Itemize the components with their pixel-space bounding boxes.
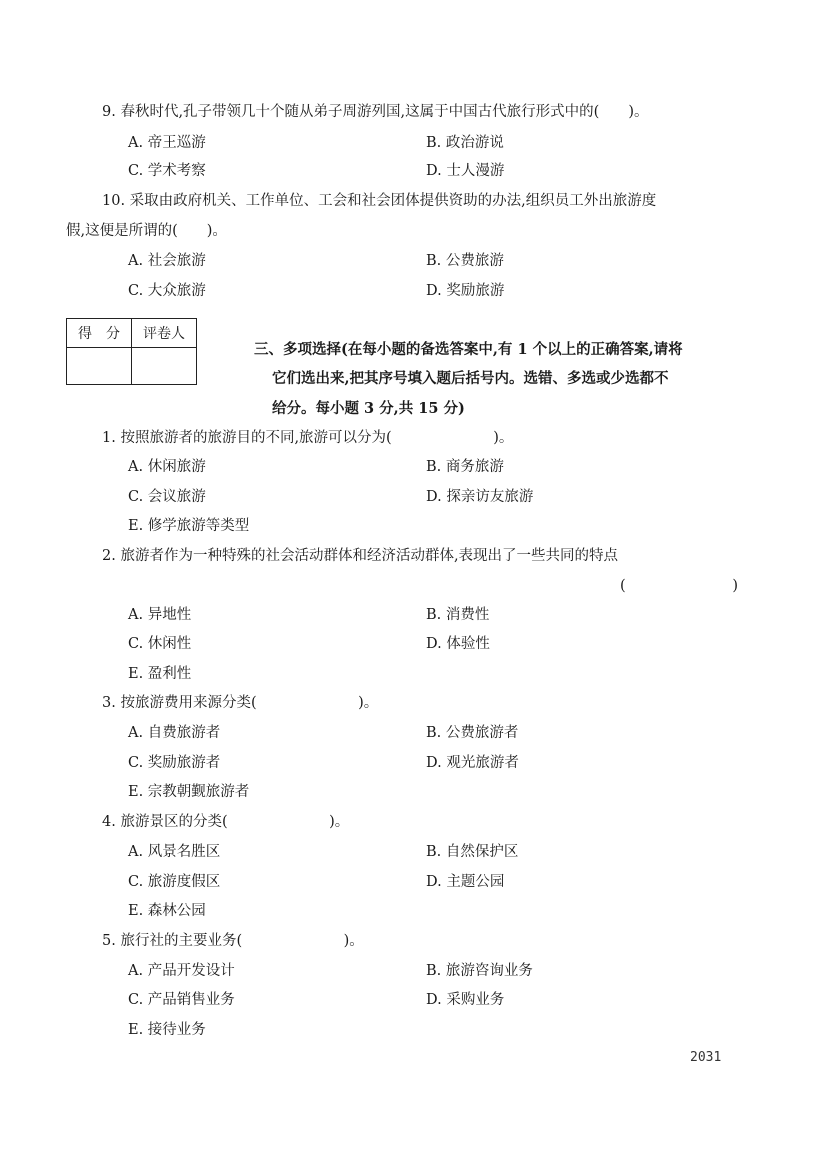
mc-4-option-a: A. 风景名胜区 — [128, 844, 221, 860]
mc-4-stem: 4. 旅游景区的分类( )。 — [102, 814, 350, 830]
mc-3-option-d: D. 观光旅游者 — [426, 755, 519, 771]
grader-cell — [132, 348, 197, 385]
mc-5-stem: 5. 旅行社的主要业务( )。 — [102, 933, 364, 949]
mc-1-option-c: C. 会议旅游 — [128, 489, 206, 505]
grader-header: 评卷人 — [132, 319, 197, 348]
question-9-option-a: A. 帝王巡游 — [128, 135, 206, 151]
mc-3-option-c: C. 奖励旅游者 — [128, 755, 221, 771]
mc-1-option-e: E. 修学旅游等类型 — [128, 518, 250, 534]
mc-2-paren-open: ( — [620, 578, 626, 594]
mc-5-option-b: B. 旅游咨询业务 — [426, 963, 533, 979]
mc-2-option-d: D. 体验性 — [426, 636, 490, 652]
mc-4-option-c: C. 旅游度假区 — [128, 874, 221, 890]
mc-1-option-d: D. 探亲访友旅游 — [426, 489, 534, 505]
mc-5-option-d: D. 采购业务 — [426, 992, 505, 1008]
question-10-stem-line1: 10. 采取由政府机关、工作单位、工会和社会团体提供资助的办法,组织员工外出旅游度 — [102, 193, 657, 209]
question-9-option-c: C. 学术考察 — [128, 163, 206, 179]
section-3-title-line3: 给分。每小题 3 分,共 15 分) — [272, 400, 465, 417]
mc-2-stem: 2. 旅游者作为一种特殊的社会活动群体和经济活动群体,表现出了一些共同的特点 — [102, 548, 619, 564]
question-10-option-c: C. 大众旅游 — [128, 283, 206, 299]
mc-2-option-b: B. 消费性 — [426, 607, 490, 623]
mc-5-option-e: E. 接待业务 — [128, 1022, 206, 1038]
mc-1-option-a: A. 休闲旅游 — [128, 459, 206, 475]
mc-2-option-e: E. 盈利性 — [128, 666, 192, 682]
mc-3-option-a: A. 自费旅游者 — [128, 725, 221, 741]
mc-3-option-e: E. 宗教朝觐旅游者 — [128, 784, 250, 800]
score-table — [66, 318, 197, 385]
mc-3-stem: 3. 按旅游费用来源分类( )。 — [102, 695, 379, 711]
page-number: 2031 — [690, 1050, 722, 1065]
question-10-stem-line2: 假,这便是所谓的( )。 — [66, 223, 227, 239]
question-10-option-b: B. 公费旅游 — [426, 253, 504, 269]
mc-4-option-d: D. 主题公园 — [426, 874, 505, 890]
mc-2-option-a: A. 异地性 — [128, 607, 192, 623]
mc-2-paren-close: ) — [732, 578, 738, 594]
mc-1-stem: 1. 按照旅游者的旅游目的不同,旅游可以分为( )。 — [102, 430, 514, 446]
question-10-option-d: D. 奖励旅游 — [426, 283, 505, 299]
mc-5-option-c: C. 产品销售业务 — [128, 992, 235, 1008]
question-9-option-d: D. 士人漫游 — [426, 163, 505, 179]
question-9-option-b: B. 政治游说 — [426, 135, 504, 151]
question-10-option-a: A. 社会旅游 — [128, 253, 206, 269]
mc-5-option-a: A. 产品开发设计 — [128, 963, 235, 979]
mc-4-option-b: B. 自然保护区 — [426, 844, 519, 860]
section-3-title-line2: 它们选出来,把其序号填入题后括号内。选错、多选或少选都不 — [272, 370, 669, 387]
mc-1-option-b: B. 商务旅游 — [426, 459, 504, 475]
score-header: 得 分 — [67, 319, 132, 348]
mc-2-option-c: C. 休闲性 — [128, 636, 192, 652]
section-3-title-line1: 三、多项选择(在每小题的备选答案中,有 1 个以上的正确答案,请将 — [254, 341, 683, 358]
question-9-stem: 9. 春秋时代,孔子带领几十个随从弟子周游列国,这属于中国古代旅行形式中的( )。 — [102, 104, 649, 120]
mc-3-option-b: B. 公费旅游者 — [426, 725, 519, 741]
score-cell — [67, 348, 132, 385]
mc-4-option-e: E. 森林公园 — [128, 903, 206, 919]
